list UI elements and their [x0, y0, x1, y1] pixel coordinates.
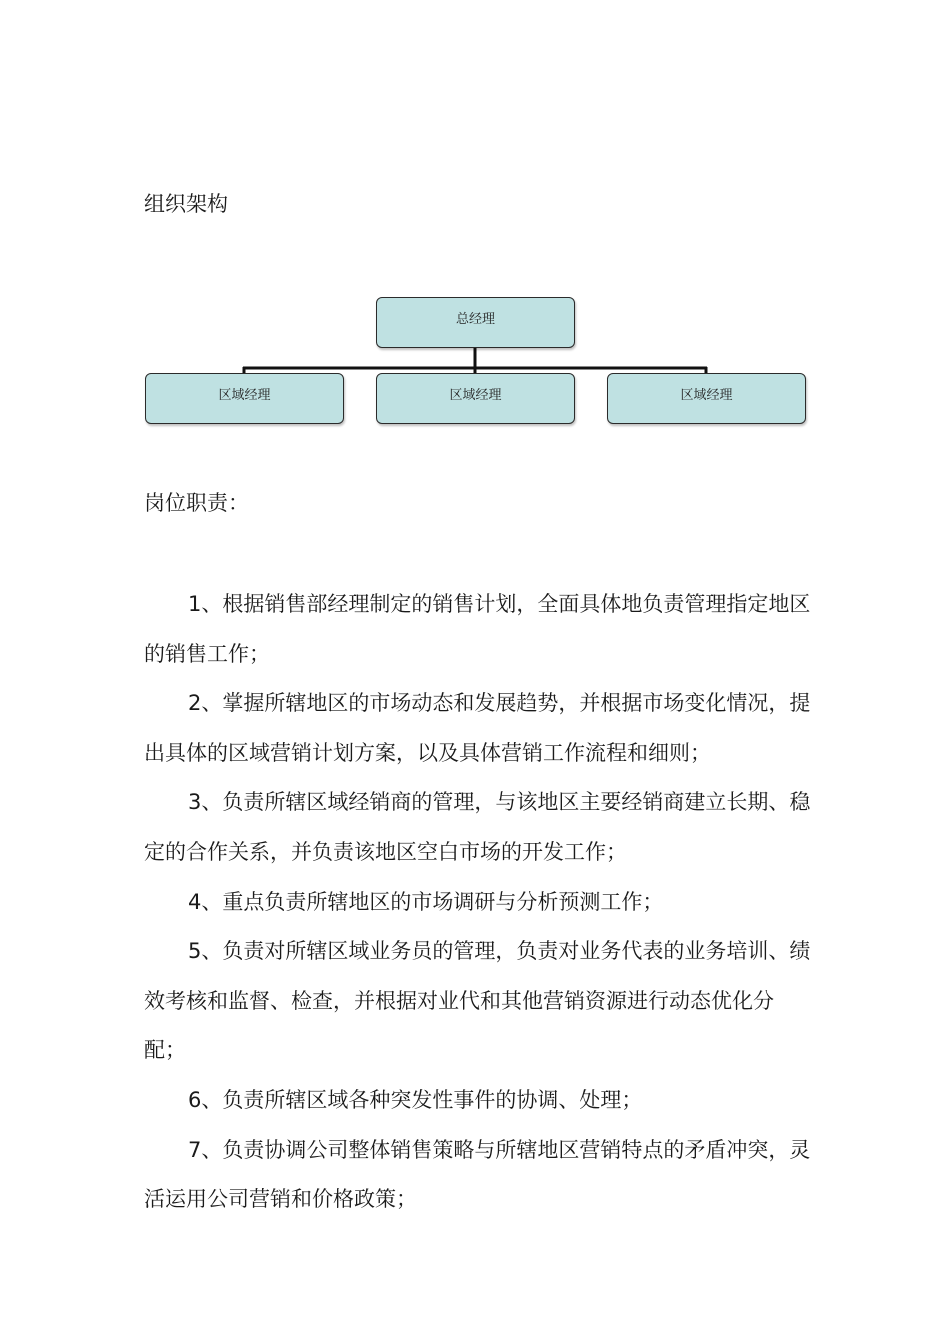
- duty-item-7: 7、负责协调公司整体销售策略与所辖地区营销特点的矛盾冲突，灵活运用公司营销和价格政策；: [144, 1137, 811, 1212]
- duties-heading: 岗位职责：: [144, 491, 249, 515]
- duty-item-3: 3、负责所辖区域经销商的管理，与该地区主要经销商建立长期、稳定的合作关系，并负责该地区空白市场的开发工作；: [144, 790, 811, 864]
- org-node-regional-manager-1: 区域经理: [145, 373, 344, 424]
- duty-item-2: 2、掌握所辖地区的市场动态和发展趋势，并根据市场变化情况，提出具体的区域营销计划方案，以及具体营销工作流程和细则；: [144, 691, 811, 765]
- duty-item-5: 5、负责对所辖区域业务员的管理，负责对业务代表的业务培训、绩效考核和监督、检查，并根据对业代和其他营销资源进行动态优化分配；: [144, 939, 811, 1063]
- duty-item-1: 1、根据销售部经理制定的销售计划，全面具体地负责管理指定地区的销售工作；: [144, 592, 811, 666]
- duty-item-6: 6、负责所辖区域各种突发性事件的协调、处理；: [188, 1087, 643, 1112]
- duty-item-4: 4、重点负责所辖地区的市场调研与分析预测工作；: [188, 889, 664, 914]
- org-node-general-manager: 总经理: [376, 297, 575, 348]
- org-structure-heading: 组织架构: [144, 192, 228, 216]
- org-node-regional-manager-2: 区域经理: [376, 373, 575, 424]
- org-node-regional-manager-3: 区域经理: [607, 373, 806, 424]
- duties-list: [144, 580, 814, 1225]
